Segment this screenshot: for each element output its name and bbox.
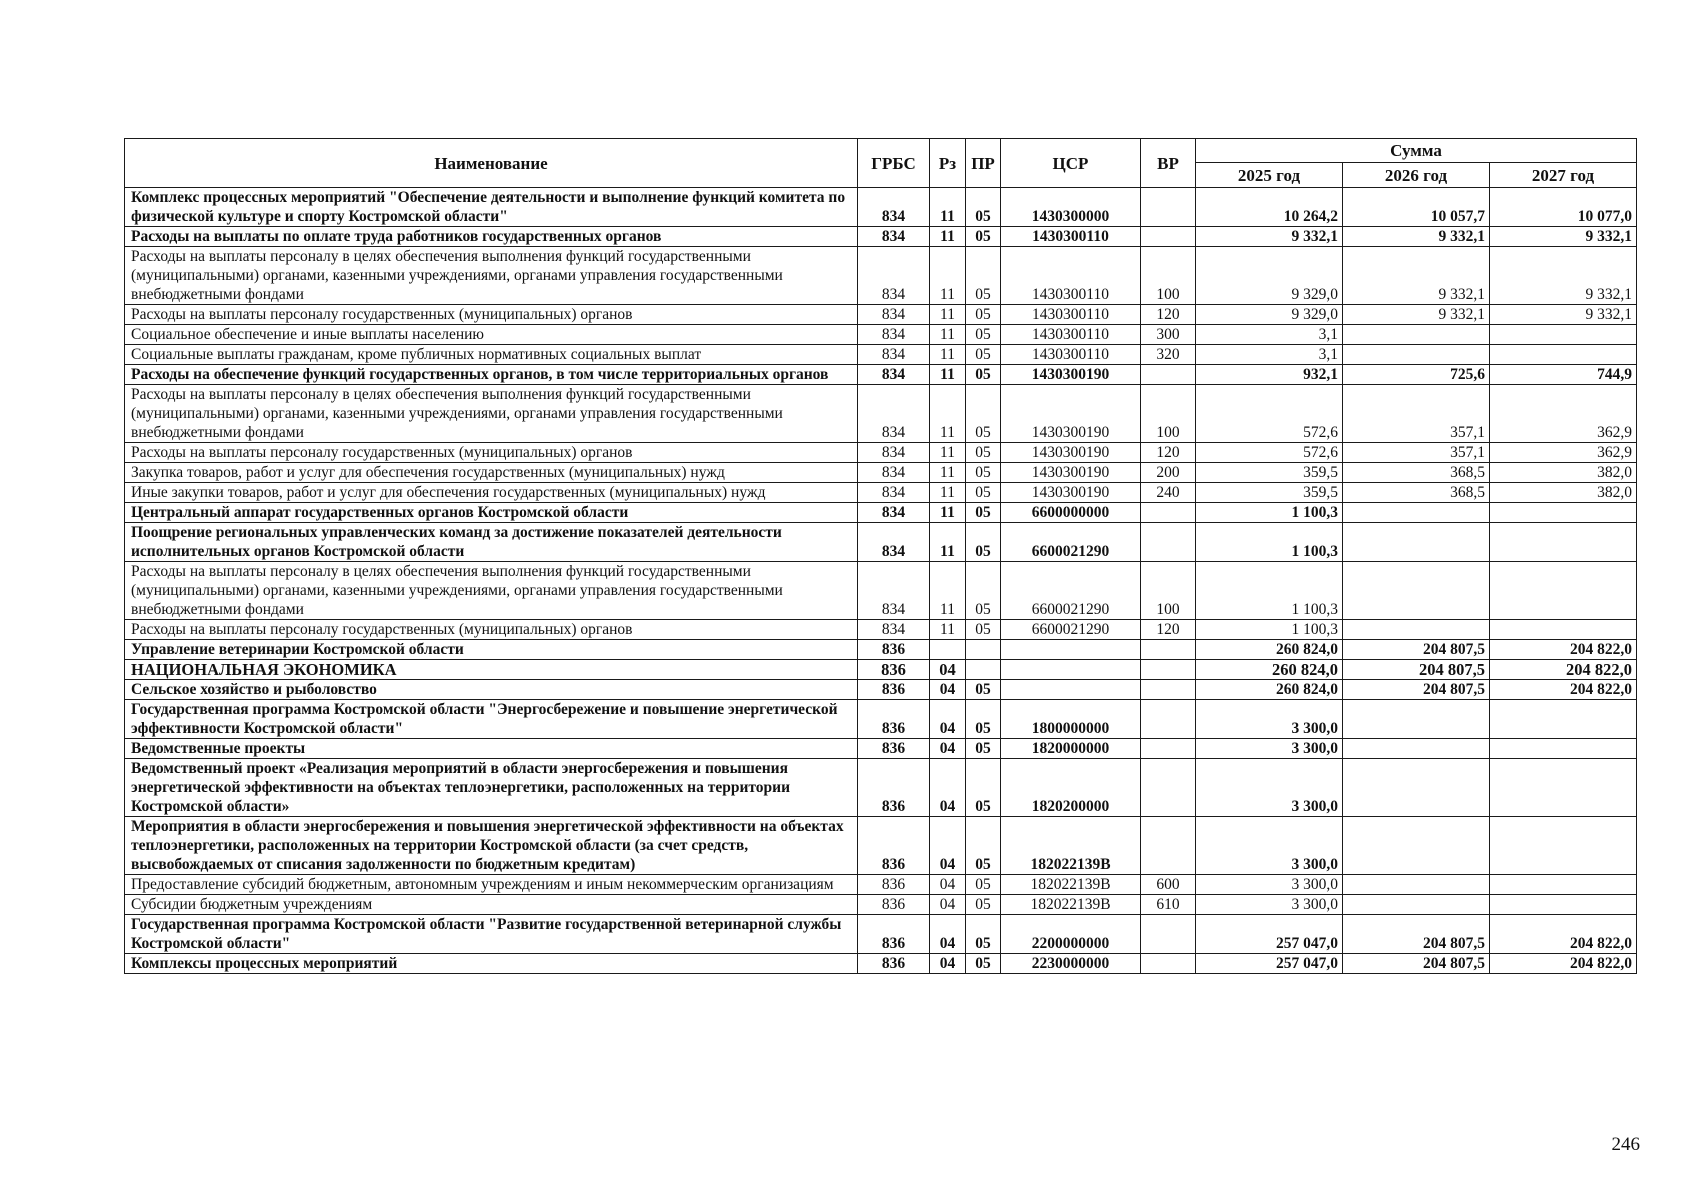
cell-name: Поощрение региональных управленческих команд за достижение показателей деятельности исполнительных органов Костромской области — [125, 523, 858, 562]
cell-2025: 359,5 — [1196, 483, 1343, 503]
cell-vr — [1141, 680, 1196, 700]
cell-pr: 05 — [966, 620, 1001, 640]
cell-name: Расходы на выплаты персоналу государственных (муниципальных) органов — [125, 620, 858, 640]
table-row — [125, 759, 1637, 817]
cell-name: Закупка товаров, работ и услуг для обеспечения государственных (муниципальных) нужд — [125, 463, 858, 483]
cell-vr: 120 — [1141, 305, 1196, 325]
cell-2027: 204 822,0 — [1490, 660, 1637, 680]
table-row — [125, 463, 1637, 483]
cell-rz: 04 — [930, 739, 966, 759]
cell-pr: 05 — [966, 385, 1001, 443]
table-row — [125, 875, 1637, 895]
cell-pr: 05 — [966, 247, 1001, 305]
cell-rz: 04 — [930, 680, 966, 700]
cell-2025: 572,6 — [1196, 385, 1343, 443]
cell-pr: 05 — [966, 305, 1001, 325]
cell-csr: 6600021290 — [1001, 523, 1141, 562]
cell-pr: 05 — [966, 915, 1001, 954]
cell-2027: 204 822,0 — [1490, 915, 1637, 954]
cell-pr: 05 — [966, 680, 1001, 700]
cell-vr: 100 — [1141, 562, 1196, 620]
cell-pr: 05 — [966, 523, 1001, 562]
cell-csr: 1430300190 — [1001, 385, 1141, 443]
cell-2027: 9 332,1 — [1490, 305, 1637, 325]
cell-csr: 6600021290 — [1001, 562, 1141, 620]
cell-grbs: 836 — [858, 680, 930, 700]
cell-csr: 6600021290 — [1001, 620, 1141, 640]
cell-2025: 1 100,3 — [1196, 620, 1343, 640]
cell-pr: 05 — [966, 875, 1001, 895]
cell-vr: 100 — [1141, 247, 1196, 305]
cell-2026 — [1343, 739, 1490, 759]
cell-vr — [1141, 640, 1196, 660]
table-row — [125, 700, 1637, 739]
cell-rz: 04 — [930, 759, 966, 817]
cell-pr: 05 — [966, 227, 1001, 247]
table-row — [125, 895, 1637, 915]
table-row — [125, 325, 1637, 345]
cell-grbs: 836 — [858, 817, 930, 875]
cell-2027 — [1490, 817, 1637, 875]
cell-vr: 100 — [1141, 385, 1196, 443]
cell-2025: 3 300,0 — [1196, 739, 1343, 759]
cell-csr: 1820000000 — [1001, 739, 1141, 759]
cell-csr: 1430300110 — [1001, 227, 1141, 247]
cell-2026 — [1343, 562, 1490, 620]
cell-rz: 04 — [930, 700, 966, 739]
table-row — [125, 915, 1637, 954]
cell-csr: 182022139В — [1001, 875, 1141, 895]
header-2025: 2025 год — [1196, 163, 1343, 188]
cell-2025: 359,5 — [1196, 463, 1343, 483]
cell-grbs: 834 — [858, 523, 930, 562]
cell-rz: 11 — [930, 523, 966, 562]
cell-csr: 1430300110 — [1001, 247, 1141, 305]
cell-name: Расходы на обеспечение функций государственных органов, в том числе территориальных органов — [125, 365, 858, 385]
cell-name: Комплекс процессных мероприятий "Обеспечение деятельности и выполнение функций комитета по физической культуре и спорту Костромской области" — [125, 188, 858, 227]
cell-2026 — [1343, 700, 1490, 739]
cell-pr — [966, 660, 1001, 680]
cell-2026: 9 332,1 — [1343, 227, 1490, 247]
cell-rz: 11 — [930, 247, 966, 305]
cell-rz: 11 — [930, 620, 966, 640]
table-row — [125, 443, 1637, 463]
cell-2026 — [1343, 345, 1490, 365]
cell-pr: 05 — [966, 188, 1001, 227]
cell-name: Ведомственный проект «Реализация мероприятий в области энергосбережения и повышения энергетической эффективности на объектах теплоэнергетики, расположенных на территории Костромской области» — [125, 759, 858, 817]
cell-2025: 1 100,3 — [1196, 503, 1343, 523]
cell-pr: 05 — [966, 345, 1001, 365]
cell-rz: 11 — [930, 365, 966, 385]
cell-grbs: 834 — [858, 345, 930, 365]
cell-2026 — [1343, 875, 1490, 895]
cell-2026: 9 332,1 — [1343, 305, 1490, 325]
cell-2027: 204 822,0 — [1490, 640, 1637, 660]
cell-vr: 120 — [1141, 443, 1196, 463]
cell-2027 — [1490, 523, 1637, 562]
cell-grbs: 834 — [858, 365, 930, 385]
cell-csr: 1430300110 — [1001, 305, 1141, 325]
cell-2025: 1 100,3 — [1196, 562, 1343, 620]
cell-vr — [1141, 503, 1196, 523]
cell-2025: 10 264,2 — [1196, 188, 1343, 227]
cell-grbs: 836 — [858, 954, 930, 974]
cell-name: Управление ветеринарии Костромской области — [125, 640, 858, 660]
cell-csr: 1430300110 — [1001, 325, 1141, 345]
table-row — [125, 954, 1637, 974]
cell-2025: 257 047,0 — [1196, 954, 1343, 974]
cell-rz: 04 — [930, 915, 966, 954]
cell-grbs: 834 — [858, 503, 930, 523]
cell-2027 — [1490, 620, 1637, 640]
cell-csr — [1001, 640, 1141, 660]
cell-grbs: 836 — [858, 915, 930, 954]
header-pr: ПР — [966, 139, 1001, 188]
cell-name: Предоставление субсидий бюджетным, автономным учреждениям и иным некоммерческим организациям — [125, 875, 858, 895]
cell-vr — [1141, 954, 1196, 974]
cell-2027 — [1490, 700, 1637, 739]
table-body — [125, 188, 1637, 974]
table-row — [125, 620, 1637, 640]
cell-2027: 362,9 — [1490, 385, 1637, 443]
cell-2025: 3,1 — [1196, 325, 1343, 345]
table-row — [125, 365, 1637, 385]
cell-vr — [1141, 523, 1196, 562]
cell-2025: 9 329,0 — [1196, 305, 1343, 325]
cell-2025: 260 824,0 — [1196, 660, 1343, 680]
cell-2025: 932,1 — [1196, 365, 1343, 385]
cell-2027: 382,0 — [1490, 483, 1637, 503]
cell-name: Социальное обеспечение и иные выплаты населению — [125, 325, 858, 345]
cell-2027: 362,9 — [1490, 443, 1637, 463]
cell-grbs: 834 — [858, 443, 930, 463]
table-row — [125, 680, 1637, 700]
cell-name: Расходы на выплаты по оплате труда работников государственных органов — [125, 227, 858, 247]
cell-csr: 182022139В — [1001, 895, 1141, 915]
cell-name: Центральный аппарат государственных органов Костромской области — [125, 503, 858, 523]
cell-grbs: 836 — [858, 640, 930, 660]
cell-csr: 1800000000 — [1001, 700, 1141, 739]
cell-grbs: 834 — [858, 188, 930, 227]
cell-pr: 05 — [966, 954, 1001, 974]
cell-name: Социальные выплаты гражданам, кроме публичных нормативных социальных выплат — [125, 345, 858, 365]
cell-2027 — [1490, 325, 1637, 345]
cell-grbs: 834 — [858, 325, 930, 345]
cell-2027: 9 332,1 — [1490, 247, 1637, 305]
cell-vr: 300 — [1141, 325, 1196, 345]
cell-2027 — [1490, 759, 1637, 817]
cell-2026 — [1343, 523, 1490, 562]
cell-csr: 1430300190 — [1001, 483, 1141, 503]
cell-name: Расходы на выплаты персоналу государственных (муниципальных) органов — [125, 443, 858, 463]
cell-pr: 05 — [966, 562, 1001, 620]
table-row — [125, 660, 1637, 680]
cell-rz: 11 — [930, 305, 966, 325]
cell-vr — [1141, 660, 1196, 680]
cell-grbs: 836 — [858, 660, 930, 680]
cell-pr: 05 — [966, 325, 1001, 345]
cell-grbs: 834 — [858, 620, 930, 640]
cell-vr — [1141, 817, 1196, 875]
cell-vr — [1141, 759, 1196, 817]
cell-2026: 204 807,5 — [1343, 640, 1490, 660]
table-row — [125, 385, 1637, 443]
cell-name: Расходы на выплаты персоналу в целях обеспечения выполнения функций государственными (муниципальными) органами, казенными учреждениями, органами управления государственными внебюджетными фондами — [125, 385, 858, 443]
cell-vr: 610 — [1141, 895, 1196, 915]
table-row — [125, 305, 1637, 325]
cell-rz: 11 — [930, 188, 966, 227]
cell-pr: 05 — [966, 759, 1001, 817]
cell-2026 — [1343, 503, 1490, 523]
table-row — [125, 503, 1637, 523]
cell-rz: 11 — [930, 463, 966, 483]
cell-vr — [1141, 915, 1196, 954]
cell-rz: 11 — [930, 227, 966, 247]
cell-2026: 357,1 — [1343, 385, 1490, 443]
cell-2025: 9 329,0 — [1196, 247, 1343, 305]
cell-grbs: 834 — [858, 305, 930, 325]
cell-2027: 204 822,0 — [1490, 954, 1637, 974]
cell-pr: 05 — [966, 895, 1001, 915]
cell-pr: 05 — [966, 817, 1001, 875]
cell-name: Субсидии бюджетным учреждениям — [125, 895, 858, 915]
cell-2027: 204 822,0 — [1490, 680, 1637, 700]
table-row — [125, 483, 1637, 503]
cell-2026: 357,1 — [1343, 443, 1490, 463]
table-header — [125, 139, 1637, 188]
cell-vr — [1141, 227, 1196, 247]
cell-2026: 204 807,5 — [1343, 954, 1490, 974]
cell-csr: 2230000000 — [1001, 954, 1141, 974]
cell-vr: 600 — [1141, 875, 1196, 895]
cell-2027: 9 332,1 — [1490, 227, 1637, 247]
header-rz: Рз — [930, 139, 966, 188]
cell-rz: 04 — [930, 660, 966, 680]
cell-csr — [1001, 680, 1141, 700]
cell-2025: 3 300,0 — [1196, 700, 1343, 739]
cell-2025: 1 100,3 — [1196, 523, 1343, 562]
cell-pr: 05 — [966, 463, 1001, 483]
cell-2027 — [1490, 895, 1637, 915]
cell-2026 — [1343, 817, 1490, 875]
cell-pr — [966, 640, 1001, 660]
cell-rz: 11 — [930, 503, 966, 523]
cell-name: Иные закупки товаров, работ и услуг для обеспечения государственных (муниципальных) нужд — [125, 483, 858, 503]
cell-2025: 260 824,0 — [1196, 640, 1343, 660]
cell-rz: 11 — [930, 443, 966, 463]
table-row — [125, 227, 1637, 247]
cell-rz: 04 — [930, 954, 966, 974]
cell-grbs: 834 — [858, 247, 930, 305]
budget-table — [124, 138, 1637, 974]
table-row — [125, 562, 1637, 620]
cell-pr: 05 — [966, 503, 1001, 523]
cell-csr: 6600000000 — [1001, 503, 1141, 523]
cell-grbs: 834 — [858, 562, 930, 620]
cell-rz: 11 — [930, 483, 966, 503]
cell-csr: 1430300000 — [1001, 188, 1141, 227]
cell-vr — [1141, 700, 1196, 739]
cell-name: Сельское хозяйство и рыболовство — [125, 680, 858, 700]
cell-2026 — [1343, 620, 1490, 640]
cell-2027: 382,0 — [1490, 463, 1637, 483]
cell-rz: 04 — [930, 875, 966, 895]
cell-2025: 3 300,0 — [1196, 817, 1343, 875]
table-row — [125, 640, 1637, 660]
header-2026: 2026 год — [1343, 163, 1490, 188]
cell-csr: 1430300190 — [1001, 463, 1141, 483]
cell-2026 — [1343, 895, 1490, 915]
cell-csr: 1430300190 — [1001, 443, 1141, 463]
cell-name: Государственная программа Костромской области "Развитие государственной ветеринарной службы Костромской области" — [125, 915, 858, 954]
table-row — [125, 523, 1637, 562]
cell-2026: 368,5 — [1343, 483, 1490, 503]
cell-grbs: 836 — [858, 895, 930, 915]
cell-2027: 744,9 — [1490, 365, 1637, 385]
cell-vr: 320 — [1141, 345, 1196, 365]
header-vr: ВР — [1141, 139, 1196, 188]
cell-name: Расходы на выплаты персоналу в целях обеспечения выполнения функций государственными (муниципальными) органами, казенными учреждениями, органами управления государственными внебюджетными фондами — [125, 247, 858, 305]
cell-2025: 9 332,1 — [1196, 227, 1343, 247]
cell-name: Государственная программа Костромской области "Энергосбережение и повышение энергетической эффективности Костромской области" — [125, 700, 858, 739]
cell-name: Комплексы процессных мероприятий — [125, 954, 858, 974]
cell-grbs: 836 — [858, 875, 930, 895]
cell-2025: 3 300,0 — [1196, 759, 1343, 817]
cell-grbs: 836 — [858, 739, 930, 759]
cell-csr: 1820200000 — [1001, 759, 1141, 817]
cell-2025: 3,1 — [1196, 345, 1343, 365]
header-csr: ЦСР — [1001, 139, 1141, 188]
cell-2027 — [1490, 739, 1637, 759]
cell-2026 — [1343, 325, 1490, 345]
cell-rz: 11 — [930, 562, 966, 620]
cell-2025: 572,6 — [1196, 443, 1343, 463]
cell-2026: 368,5 — [1343, 463, 1490, 483]
cell-2027: 10 077,0 — [1490, 188, 1637, 227]
cell-pr: 05 — [966, 365, 1001, 385]
cell-csr: 1430300190 — [1001, 365, 1141, 385]
header-grbs: ГРБС — [858, 139, 930, 188]
cell-vr: 200 — [1141, 463, 1196, 483]
cell-csr: 2200000000 — [1001, 915, 1141, 954]
cell-2027 — [1490, 875, 1637, 895]
cell-csr: 182022139В — [1001, 817, 1141, 875]
cell-csr: 1430300110 — [1001, 345, 1141, 365]
cell-name: НАЦИОНАЛЬНАЯ ЭКОНОМИКА — [125, 660, 858, 680]
cell-pr: 05 — [966, 483, 1001, 503]
cell-2025: 260 824,0 — [1196, 680, 1343, 700]
cell-vr: 120 — [1141, 620, 1196, 640]
cell-vr — [1141, 739, 1196, 759]
cell-2026: 204 807,5 — [1343, 915, 1490, 954]
cell-rz: 11 — [930, 345, 966, 365]
cell-rz: 11 — [930, 325, 966, 345]
cell-grbs: 834 — [858, 227, 930, 247]
cell-vr — [1141, 365, 1196, 385]
cell-2026: 725,6 — [1343, 365, 1490, 385]
cell-grbs: 834 — [858, 385, 930, 443]
cell-name: Ведомственные проекты — [125, 739, 858, 759]
table-row — [125, 247, 1637, 305]
cell-name: Мероприятия в области энергосбережения и повышения энергетической эффективности на объектах теплоэнергетики, расположенных на территории Костромской области (за счет средств, высвобождаемых от списания задолженности по бюджетным кредитам) — [125, 817, 858, 875]
cell-rz: 04 — [930, 817, 966, 875]
cell-grbs: 836 — [858, 700, 930, 739]
cell-vr: 240 — [1141, 483, 1196, 503]
cell-grbs: 834 — [858, 483, 930, 503]
cell-vr — [1141, 188, 1196, 227]
cell-rz: 11 — [930, 385, 966, 443]
cell-2025: 3 300,0 — [1196, 875, 1343, 895]
cell-2027 — [1490, 562, 1637, 620]
header-2027: 2027 год — [1490, 163, 1637, 188]
table-row — [125, 188, 1637, 227]
cell-rz — [930, 640, 966, 660]
cell-2026: 10 057,7 — [1343, 188, 1490, 227]
cell-name: Расходы на выплаты персоналу в целях обеспечения выполнения функций государственными (муниципальными) органами, казенными учреждениями, органами управления государственными внебюджетными фондами — [125, 562, 858, 620]
cell-2027 — [1490, 503, 1637, 523]
table-row — [125, 739, 1637, 759]
cell-csr — [1001, 660, 1141, 680]
cell-rz: 04 — [930, 895, 966, 915]
cell-2026: 204 807,5 — [1343, 660, 1490, 680]
cell-pr: 05 — [966, 739, 1001, 759]
page-number: 246 — [1611, 1134, 1640, 1155]
cell-2026: 204 807,5 — [1343, 680, 1490, 700]
cell-2026 — [1343, 759, 1490, 817]
header-sum: Сумма — [1196, 139, 1637, 163]
cell-grbs: 836 — [858, 759, 930, 817]
cell-2026: 9 332,1 — [1343, 247, 1490, 305]
header-name: Наименование — [125, 139, 858, 188]
cell-pr: 05 — [966, 443, 1001, 463]
table-row — [125, 817, 1637, 875]
table-row — [125, 345, 1637, 365]
cell-grbs: 834 — [858, 463, 930, 483]
cell-pr: 05 — [966, 700, 1001, 739]
cell-2025: 257 047,0 — [1196, 915, 1343, 954]
cell-2027 — [1490, 345, 1637, 365]
cell-name: Расходы на выплаты персоналу государственных (муниципальных) органов — [125, 305, 858, 325]
cell-2025: 3 300,0 — [1196, 895, 1343, 915]
